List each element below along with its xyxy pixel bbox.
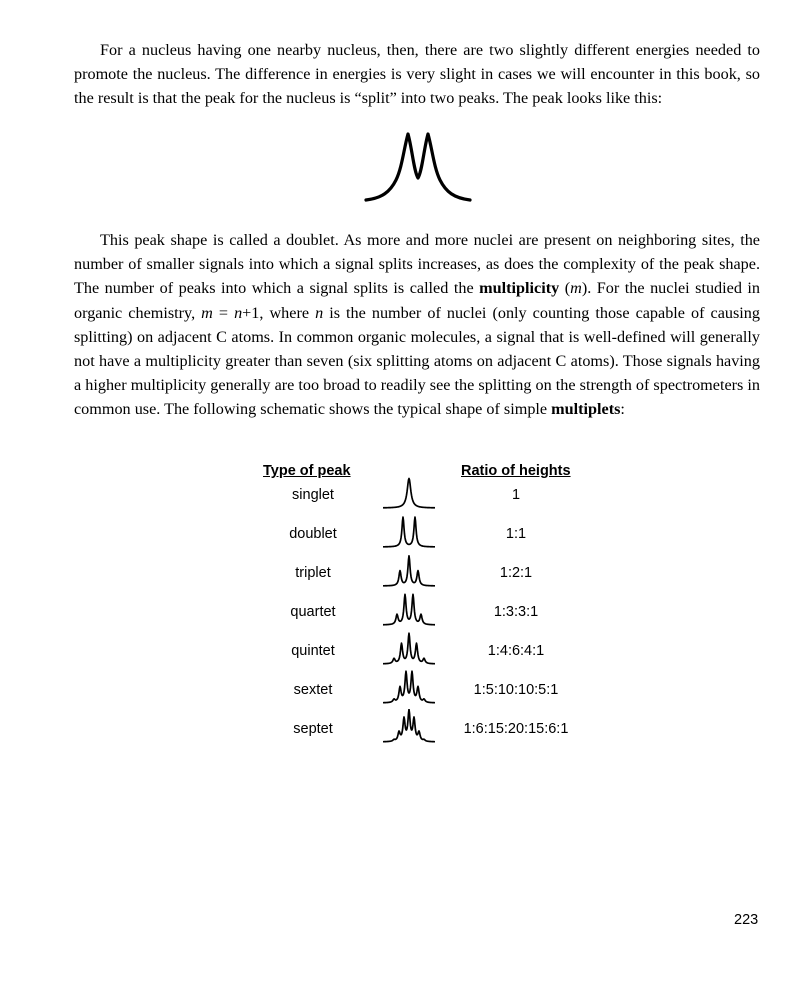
multiplet-peak-icon — [383, 514, 435, 550]
multiplet-peak-icon — [383, 592, 435, 628]
peak-curve — [383, 633, 435, 663]
peak-type-name: quintet — [291, 643, 335, 659]
peak-type-name: sextet — [293, 682, 333, 698]
ratio-of-heights: 1:4:6:4:1 — [487, 643, 545, 659]
multiplet-peak-icon — [383, 631, 435, 667]
peak-type-name: triplet — [295, 565, 331, 581]
doublet-peak-icon — [364, 128, 472, 204]
peak-type-name: septet — [293, 721, 333, 737]
peak-type-name: doublet — [289, 526, 337, 542]
ratio-of-heights: 1:2:1 — [499, 565, 533, 581]
paragraph-doublet-intro: For a nucleus having one nearby nucleus, then, there are two slightly different energies needed to promote the nucleus. The difference in energies is very slight in cases we will encounter in this book, so the result is that the peak for the nucleus is “split” into two peaks. The peak looks like this: — [74, 41, 760, 108]
ratio-of-heights: 1:5:10:10:5:1 — [473, 682, 559, 698]
peak-curve — [383, 517, 435, 547]
ratio-of-heights: 1:3:3:1 — [493, 604, 539, 620]
table-row — [240, 721, 600, 760]
peak-curve — [383, 594, 435, 624]
ratio-of-heights: 1 — [511, 487, 521, 503]
multiplet-peak-icon — [383, 709, 435, 745]
term-multiplets: multiplets — [551, 400, 621, 419]
ratio-of-heights: 1:6:15:20:15:6:1 — [463, 721, 569, 737]
peak-curve — [383, 709, 435, 741]
multiplet-peak-icon — [383, 553, 435, 589]
multiplet-peak-icon — [383, 475, 435, 511]
term-multiplicity: multiplicity — [479, 279, 560, 298]
peak-curve — [383, 478, 435, 507]
peak-type-name: quartet — [290, 604, 336, 620]
peak-curve — [383, 671, 435, 702]
header-ratio-of-heights: Ratio of heights — [461, 463, 571, 479]
page-number: 223 — [734, 912, 759, 928]
paragraph-multiplicity: This peak shape is called a doublet. As more and more nuclei are present on neighboring sites, the number of smaller signals into which a signal splits increases, as does the complexity of the peak shape. The number of peaks into which a signal splits is called the multiplicity (m). For the nuclei studied in organic chemistry, m = n+1, where n is the number of nuclei (only counting those capable of causing splitting) on adjacent C atoms. In common organic molecules, a signal that is well-defined will generally not have a multiplicity greater than seven (six splitting atoms on adjacent C atoms). Those signals having a higher multiplicity generally are too broad to readily see the splitting on the strength of spectrometers in common use. The following schematic shows the typical shape of simple multiplets: — [74, 231, 761, 419]
multiplet-peak-icon — [383, 670, 435, 706]
peak-type-name: singlet — [292, 487, 334, 503]
header-type-of-peak: Type of peak — [263, 463, 351, 479]
ratio-of-heights: 1:1 — [505, 526, 527, 542]
peak-curve — [383, 556, 435, 586]
